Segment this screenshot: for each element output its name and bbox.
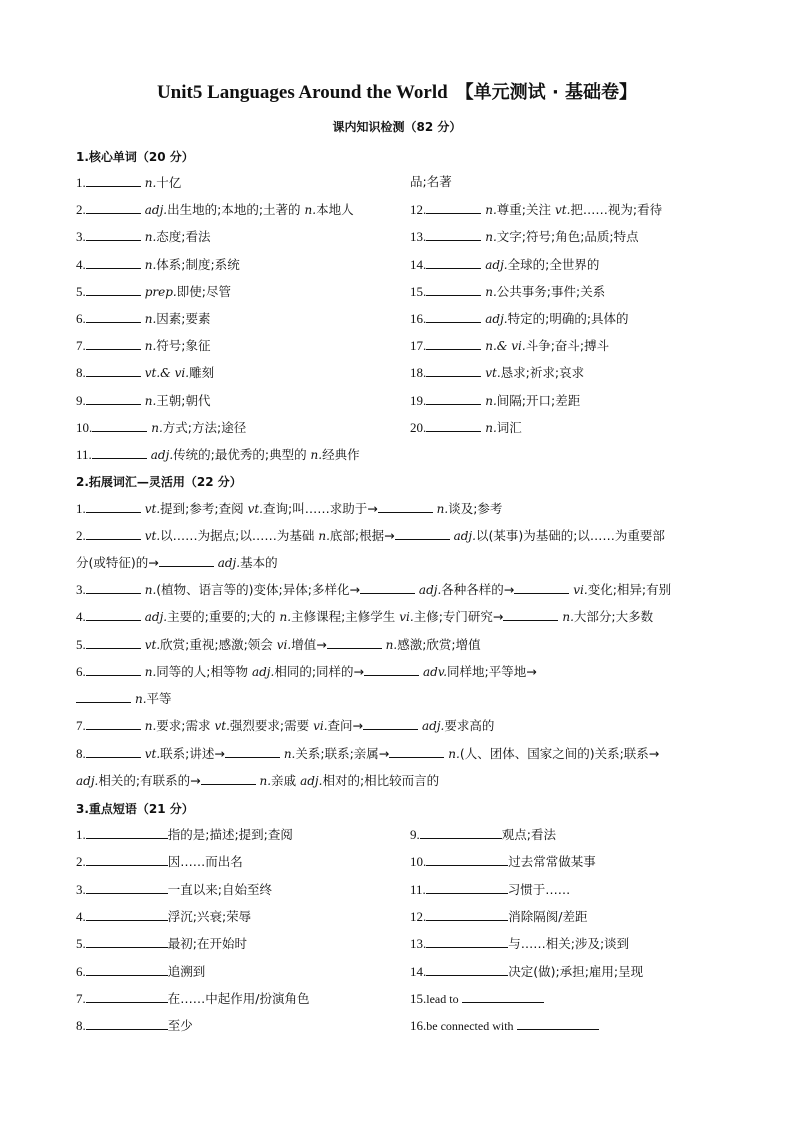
definition: 浮沉;兴衰;荣辱 bbox=[167, 908, 252, 924]
definition: 全球的;全世界的 bbox=[507, 256, 600, 272]
answer-blank[interactable] bbox=[86, 392, 141, 405]
answer-blank[interactable] bbox=[395, 527, 450, 540]
item-number: 5. bbox=[76, 936, 86, 952]
answer-blank[interactable] bbox=[514, 581, 569, 594]
section2-item-6: 6. n.同等的人;相等物 adj.相同的;同样的→ adv.同样地;平等地→ bbox=[76, 664, 537, 679]
item-number: 3. bbox=[76, 881, 86, 897]
item-number: 3. bbox=[76, 229, 86, 245]
part-of-speech: n. bbox=[144, 230, 157, 245]
item-number: 14. bbox=[410, 256, 427, 272]
definition: be connected with bbox=[426, 1019, 517, 1034]
section3-item bbox=[76, 908, 251, 925]
item-number: 9. bbox=[410, 827, 420, 842]
section1-item bbox=[410, 228, 639, 245]
title-english: Unit5 Languages Around the World bbox=[156, 82, 448, 103]
answer-blank[interactable] bbox=[426, 364, 481, 377]
definition: lead to bbox=[426, 991, 462, 1006]
section2-item-6-cont: n.平等 bbox=[76, 690, 172, 707]
answer-blank[interactable] bbox=[86, 608, 141, 621]
item-number: 6. bbox=[76, 311, 86, 326]
item-number: 13. bbox=[410, 229, 427, 245]
section2-item-3: 3. n.(植物、语言等的)变体;异体;多样化→ adj.各种各样的→ vi.变化;相异;有别 bbox=[76, 582, 672, 597]
answer-blank[interactable] bbox=[86, 881, 168, 894]
answer-blank[interactable] bbox=[92, 419, 147, 432]
item-number: 15. bbox=[410, 283, 427, 299]
definition: 雕刻 bbox=[189, 365, 215, 381]
part-of-speech: n.& vi. bbox=[485, 339, 526, 354]
answer-blank[interactable] bbox=[86, 337, 141, 350]
answer-blank[interactable] bbox=[364, 663, 419, 676]
answer-blank[interactable] bbox=[86, 174, 141, 187]
part-of-speech: vt. bbox=[554, 203, 571, 218]
definition: 恳求;祈求;哀求 bbox=[500, 365, 585, 381]
answer-blank[interactable] bbox=[86, 201, 141, 214]
section1-item bbox=[410, 337, 609, 354]
answer-blank[interactable] bbox=[86, 935, 168, 948]
item-number: 11. bbox=[410, 881, 426, 897]
answer-blank[interactable] bbox=[201, 772, 256, 785]
part-of-speech: n. bbox=[485, 420, 497, 435]
definition: 尊重;关注 bbox=[496, 202, 555, 218]
item-number: 8. bbox=[76, 365, 86, 381]
definition: 公共事务;事件;关系 bbox=[496, 283, 606, 299]
item-number: 10. bbox=[76, 419, 93, 435]
answer-blank[interactable] bbox=[159, 554, 214, 567]
section3-item bbox=[76, 990, 309, 1007]
section1-item bbox=[410, 310, 629, 327]
section1-item bbox=[76, 228, 211, 245]
answer-blank[interactable] bbox=[426, 963, 508, 976]
answer-blank[interactable] bbox=[462, 990, 544, 1003]
section2-item-2-cont: 分(或特征)的→ adj.基本的 bbox=[76, 555, 278, 570]
section2-item-5: 5. vt.欣赏;重视;感激;领会 vi.增值→ n.感激;欣赏;增值 bbox=[76, 637, 481, 652]
section3-item bbox=[76, 935, 247, 952]
definition: 出生地的;本地的;土著的 bbox=[167, 202, 305, 218]
item-number: 18. bbox=[410, 365, 427, 381]
item-number: 20. bbox=[410, 419, 427, 435]
answer-blank[interactable] bbox=[426, 283, 481, 296]
definition: 王朝;朝代 bbox=[156, 392, 211, 408]
definition: 决定(做);承担;雇用;呈现 bbox=[508, 963, 644, 979]
section3-item bbox=[410, 826, 556, 843]
definition: 方式;方法;途径 bbox=[162, 419, 247, 435]
definition: 因素;要素 bbox=[156, 311, 211, 326]
part-of-speech: prep. bbox=[144, 284, 177, 299]
section3-item bbox=[410, 853, 596, 870]
part-of-speech: n. bbox=[485, 203, 497, 218]
part-of-speech: n. bbox=[485, 393, 497, 408]
section1-item bbox=[76, 392, 211, 409]
answer-blank[interactable] bbox=[86, 717, 141, 730]
section3-item bbox=[76, 826, 293, 843]
answer-blank[interactable] bbox=[426, 853, 508, 866]
answer-blank[interactable] bbox=[426, 228, 481, 241]
item-number: 10. bbox=[410, 854, 427, 870]
answer-blank[interactable] bbox=[426, 310, 481, 323]
definition: 传统的;最优秀的;典型的 bbox=[173, 447, 311, 462]
section1-heading: 1.核心单词（20 分） bbox=[76, 150, 194, 164]
definition: 因……而出名 bbox=[167, 854, 243, 870]
definition: 观点;看法 bbox=[501, 827, 556, 842]
answer-blank[interactable] bbox=[378, 500, 433, 513]
part-of-speech: n. bbox=[310, 448, 323, 462]
answer-blank[interactable] bbox=[426, 935, 508, 948]
answer-blank[interactable] bbox=[426, 201, 481, 214]
part-of-speech: adj. bbox=[150, 448, 174, 462]
answer-blank[interactable] bbox=[86, 1017, 168, 1030]
answer-blank[interactable] bbox=[426, 419, 481, 432]
section1-item bbox=[76, 201, 354, 218]
answer-blank[interactable] bbox=[86, 364, 141, 377]
part-of-speech: n. bbox=[151, 420, 163, 435]
item-number: 1. bbox=[76, 175, 86, 190]
item-number: 7. bbox=[76, 990, 86, 1006]
section1-item bbox=[76, 310, 211, 327]
section1-item bbox=[410, 364, 584, 381]
section3-item bbox=[410, 1017, 599, 1034]
section3-item bbox=[410, 963, 643, 980]
answer-blank[interactable] bbox=[86, 745, 141, 758]
definition: 一直以来;自始至终 bbox=[167, 881, 272, 897]
item-number: 6. bbox=[76, 963, 86, 979]
item-number: 2. bbox=[76, 854, 86, 870]
definition: 消除隔阂/差距 bbox=[508, 908, 588, 924]
definition: 过去常常做某事 bbox=[508, 854, 596, 870]
item-number: 14. bbox=[410, 963, 427, 979]
part-of-speech: adj. bbox=[485, 312, 508, 326]
item-number: 9. bbox=[76, 392, 86, 408]
item-number: 11. bbox=[76, 447, 92, 462]
item-number: 15. bbox=[410, 990, 427, 1006]
definition: 符号;象征 bbox=[156, 338, 211, 354]
section1-item bbox=[76, 446, 360, 463]
section2-heading: 2.拓展词汇—灵活用（22 分） bbox=[76, 475, 242, 489]
section2-item-2: 2. vt.以……为据点;以……为基础 n.底部;根据→ adj.以(某事)为基础的;以……为重要部 bbox=[76, 528, 665, 543]
answer-blank[interactable] bbox=[86, 853, 168, 866]
answer-blank[interactable] bbox=[92, 446, 147, 459]
definition: 至少 bbox=[167, 1018, 193, 1034]
answer-blank[interactable] bbox=[225, 745, 280, 758]
definition: 习惯于…… bbox=[507, 881, 571, 897]
item-number: 17. bbox=[410, 338, 427, 354]
section1-item-11-cont: 品;名著 bbox=[410, 174, 452, 189]
definition: 文字;符号;角色;品质;特点 bbox=[496, 229, 639, 245]
definition: 词汇 bbox=[496, 419, 522, 435]
section1-item bbox=[76, 364, 214, 381]
part-of-speech: n. bbox=[144, 393, 157, 408]
answer-blank[interactable] bbox=[86, 256, 141, 269]
answer-blank[interactable] bbox=[86, 581, 141, 594]
item-number: 7. bbox=[76, 338, 86, 354]
section1-item bbox=[76, 419, 246, 436]
section1-item bbox=[76, 337, 211, 354]
part-of-speech: vt.& vi. bbox=[144, 366, 190, 381]
section3-item bbox=[410, 881, 570, 898]
item-number: 1. bbox=[76, 827, 86, 842]
item-number: 16. bbox=[410, 1018, 427, 1034]
section3-item bbox=[410, 908, 587, 925]
answer-blank[interactable] bbox=[360, 581, 415, 594]
section3-item bbox=[410, 990, 544, 1007]
item-number: 4. bbox=[76, 256, 86, 272]
section3-heading: 3.重点短语（21 分） bbox=[76, 802, 194, 816]
answer-blank[interactable] bbox=[86, 663, 141, 676]
definition: 经典作 bbox=[322, 447, 360, 462]
answer-blank[interactable] bbox=[76, 690, 131, 703]
definition: 特定的;明确的;具体的 bbox=[507, 311, 629, 326]
definition: 与……相关;涉及;谈到 bbox=[508, 936, 630, 952]
section2-item-8-cont: adj.相关的;有联系的→ n.亲戚 adj.相对的;相比较而言的 bbox=[76, 773, 440, 788]
answer-blank[interactable] bbox=[86, 636, 141, 649]
answer-blank[interactable] bbox=[86, 283, 141, 296]
definition: 指的是;描述;提到;查阅 bbox=[167, 827, 293, 842]
section3-item bbox=[76, 853, 243, 870]
item-number: 12. bbox=[410, 908, 427, 924]
answer-blank[interactable] bbox=[517, 1017, 599, 1030]
answer-blank[interactable] bbox=[426, 392, 481, 405]
section2-item-4: 4. adj.主要的;重要的;大的 n.主修课程;主修学生 vi.主修;专门研究→ n.大部分;大多数 bbox=[76, 609, 654, 624]
part-of-speech: n. bbox=[144, 339, 157, 354]
answer-blank[interactable] bbox=[363, 717, 418, 730]
answer-blank[interactable] bbox=[86, 500, 141, 513]
answer-blank[interactable] bbox=[86, 228, 141, 241]
answer-blank[interactable] bbox=[86, 908, 168, 921]
item-number: 19. bbox=[410, 392, 427, 408]
item-number: 4. bbox=[76, 908, 86, 924]
answer-blank[interactable] bbox=[86, 527, 141, 540]
answer-blank[interactable] bbox=[389, 745, 444, 758]
answer-blank[interactable] bbox=[86, 963, 168, 976]
definition: 间隔;开口;差距 bbox=[496, 392, 581, 408]
answer-blank[interactable] bbox=[426, 908, 508, 921]
item-number: 16. bbox=[410, 311, 427, 326]
answer-blank[interactable] bbox=[420, 826, 502, 839]
item-number: 12. bbox=[410, 202, 427, 218]
section3-item bbox=[76, 881, 272, 898]
section2-item-7: 7. n.要求;需求 vt.强烈要求;需要 vi.查问→ adj.要求高的 bbox=[76, 718, 495, 733]
section1-item bbox=[410, 419, 522, 436]
part-of-speech: n. bbox=[485, 230, 497, 245]
title-chinese: 【单元测试 · 基础卷】 bbox=[455, 82, 638, 103]
part-of-speech: adj. bbox=[144, 203, 168, 218]
definition: 本地人 bbox=[316, 202, 354, 218]
part-of-speech: n. bbox=[304, 203, 317, 218]
section1-item bbox=[410, 283, 605, 300]
section1-item bbox=[76, 174, 181, 191]
definition: 追溯到 bbox=[167, 963, 206, 979]
section3-item bbox=[76, 1017, 193, 1034]
section1-item bbox=[410, 201, 662, 218]
page-subtitle: 课内知识检测（82 分） bbox=[332, 120, 462, 134]
part-of-speech: vt. bbox=[485, 366, 501, 381]
definition: 在……中起作用/扮演角色 bbox=[167, 990, 310, 1006]
answer-blank[interactable] bbox=[426, 881, 508, 894]
section1-item bbox=[410, 256, 599, 273]
part-of-speech: n. bbox=[144, 312, 157, 326]
item-number: 13. bbox=[410, 936, 427, 952]
part-of-speech: n. bbox=[144, 257, 157, 272]
section1-item bbox=[410, 392, 580, 409]
definition: 把……视为;看待 bbox=[570, 202, 663, 218]
definition: 十亿 bbox=[156, 175, 182, 190]
answer-blank[interactable] bbox=[426, 337, 481, 350]
answer-blank[interactable] bbox=[426, 256, 481, 269]
part-of-speech: n. bbox=[485, 284, 497, 299]
definition: 即使;尽管 bbox=[176, 283, 231, 299]
section1-item bbox=[76, 283, 231, 300]
section1-item bbox=[76, 256, 240, 273]
definition: 最初;在开始时 bbox=[167, 936, 247, 952]
page-title bbox=[0, 78, 794, 104]
section2-item-8: 8. vt.联系;讲述→ n.关系;联系;亲属→ n.(人、团体、国家之间的)关系;联系→ bbox=[76, 746, 660, 761]
answer-blank[interactable] bbox=[86, 826, 168, 839]
answer-blank[interactable] bbox=[86, 990, 168, 1003]
definition: 态度;看法 bbox=[156, 229, 211, 245]
answer-blank[interactable] bbox=[503, 608, 558, 621]
part-of-speech: adj. bbox=[485, 257, 508, 272]
item-number: 5. bbox=[76, 283, 86, 299]
item-number: 2. bbox=[76, 202, 86, 218]
answer-blank[interactable] bbox=[86, 310, 141, 323]
definition: 斗争;奋斗;搏斗 bbox=[525, 338, 610, 354]
answer-blank[interactable] bbox=[327, 636, 382, 649]
section3-item bbox=[410, 935, 629, 952]
definition: 体系;制度;系统 bbox=[156, 256, 240, 272]
section2-item-1: 1. vt.提到;参考;查阅 vt.查询;叫……求助于→ n.谈及;参考 bbox=[76, 501, 503, 516]
section3-item bbox=[76, 963, 205, 980]
item-number: 8. bbox=[76, 1018, 86, 1034]
part-of-speech: n. bbox=[144, 176, 157, 190]
